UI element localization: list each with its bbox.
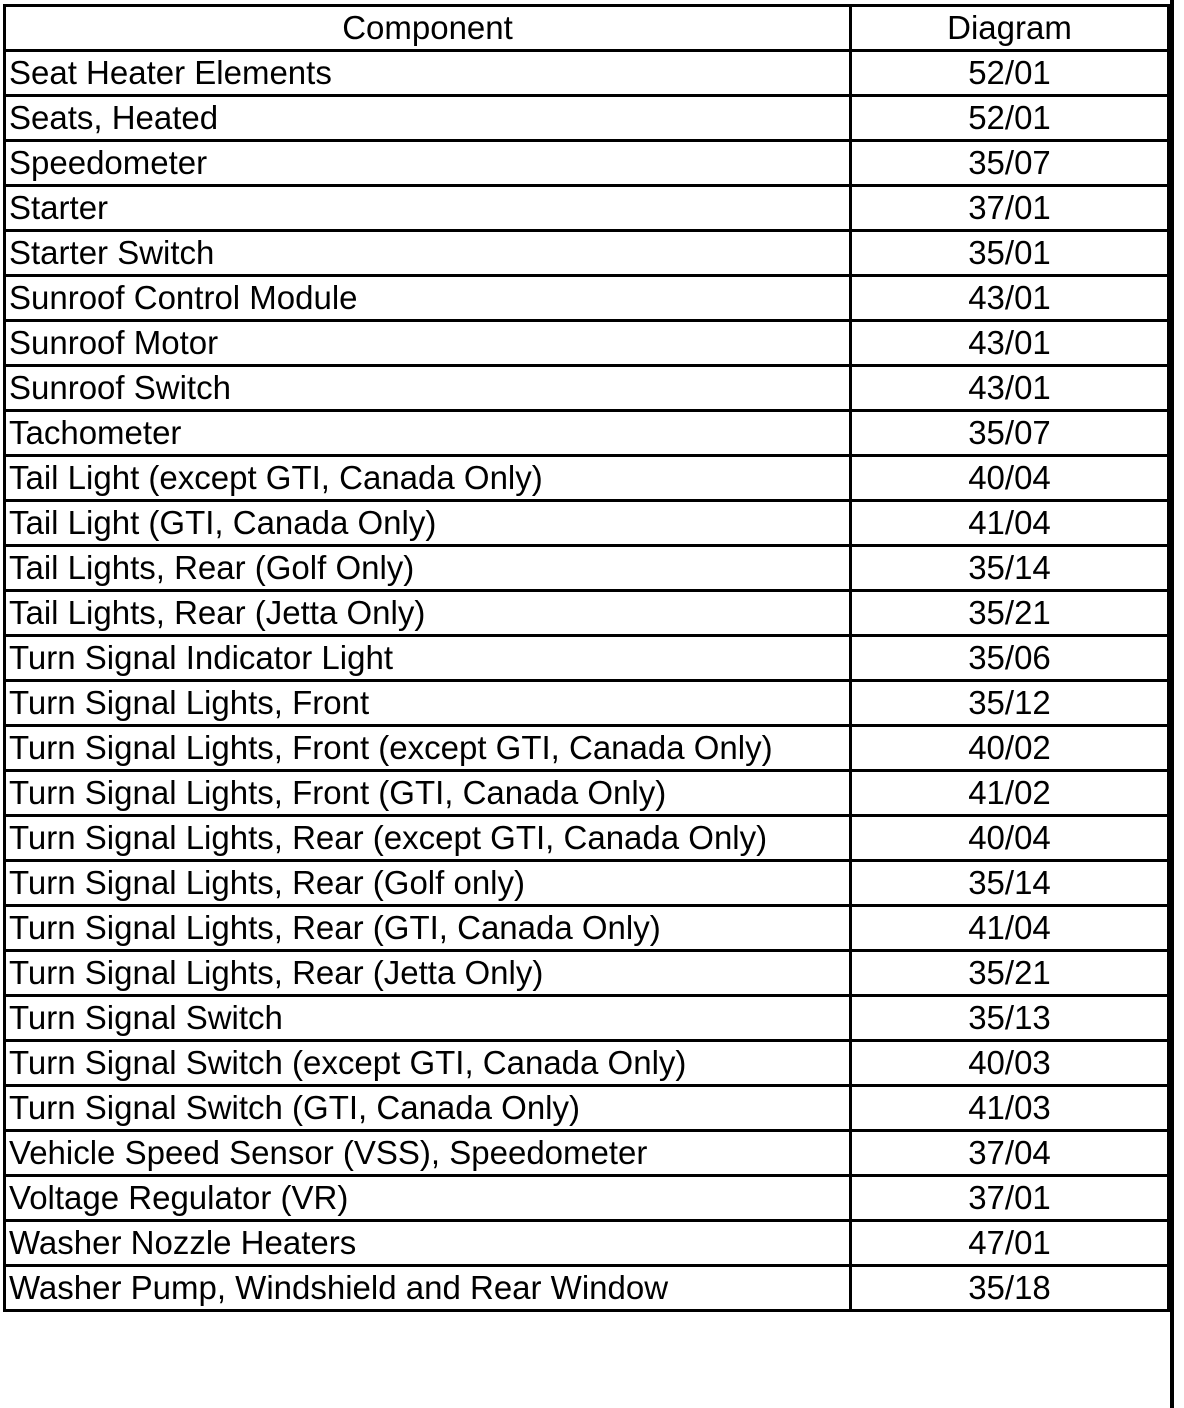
diagram-cell: 41/02 [851,771,1169,816]
diagram-cell: 35/18 [851,1266,1169,1311]
diagram-cell: 41/03 [851,1086,1169,1131]
diagram-cell: 35/01 [851,231,1169,276]
right-edge-border [1170,0,1174,1408]
component-cell: Washer Pump, Windshield and Rear Window [5,1266,851,1311]
table-row [5,681,1169,726]
diagram-cell: 40/03 [851,1041,1169,1086]
table-row [5,51,1169,96]
diagram-cell: 52/01 [851,51,1169,96]
diagram-cell: 35/14 [851,546,1169,591]
component-cell: Turn Signal Switch (except GTI, Canada Only) [5,1041,851,1086]
component-cell: Turn Signal Lights, Rear (except GTI, Canada Only) [5,816,851,861]
table-row [5,906,1169,951]
diagram-cell: 43/01 [851,366,1169,411]
component-cell: Tail Lights, Rear (Golf Only) [5,546,851,591]
component-cell: Sunroof Motor [5,321,851,366]
table-row [5,141,1169,186]
component-cell: Tail Lights, Rear (Jetta Only) [5,591,851,636]
component-cell: Seats, Heated [5,96,851,141]
table-row [5,1041,1169,1086]
table-row [5,321,1169,366]
component-diagram-table-wrapper [3,4,1167,1312]
component-cell: Voltage Regulator (VR) [5,1176,851,1221]
diagram-cell: 43/01 [851,321,1169,366]
component-cell: Tail Light (GTI, Canada Only) [5,501,851,546]
diagram-cell: 43/01 [851,276,1169,321]
component-cell: Starter [5,186,851,231]
diagram-cell: 35/12 [851,681,1169,726]
column-header-diagram: Diagram [851,6,1169,51]
component-cell: Tail Light (except GTI, Canada Only) [5,456,851,501]
table-row [5,1086,1169,1131]
table-row [5,501,1169,546]
table-row [5,1221,1169,1266]
diagram-cell: 35/07 [851,411,1169,456]
diagram-cell: 47/01 [851,1221,1169,1266]
component-cell: Turn Signal Lights, Front (except GTI, Canada Only) [5,726,851,771]
table-row [5,366,1169,411]
component-cell: Turn Signal Lights, Rear (GTI, Canada Only) [5,906,851,951]
table-body [5,51,1169,1311]
table-row [5,546,1169,591]
component-cell: Turn Signal Lights, Rear (Jetta Only) [5,951,851,996]
table-row [5,231,1169,276]
component-cell: Tachometer [5,411,851,456]
table-row [5,96,1169,141]
table-row [5,1176,1169,1221]
diagram-cell: 40/04 [851,456,1169,501]
component-cell: Vehicle Speed Sensor (VSS), Speedometer [5,1131,851,1176]
diagram-cell: 35/21 [851,951,1169,996]
component-cell: Sunroof Switch [5,366,851,411]
component-cell: Sunroof Control Module [5,276,851,321]
component-diagram-table [3,4,1170,1312]
component-cell: Turn Signal Switch (GTI, Canada Only) [5,1086,851,1131]
diagram-cell: 41/04 [851,501,1169,546]
table-row [5,771,1169,816]
diagram-cell: 35/13 [851,996,1169,1041]
table-row [5,591,1169,636]
component-cell: Starter Switch [5,231,851,276]
diagram-cell: 37/04 [851,1131,1169,1176]
diagram-cell: 40/04 [851,816,1169,861]
table-row [5,1131,1169,1176]
diagram-cell: 35/21 [851,591,1169,636]
diagram-cell: 40/02 [851,726,1169,771]
component-cell: Turn Signal Lights, Rear (Golf only) [5,861,851,906]
diagram-cell: 35/07 [851,141,1169,186]
table-row [5,456,1169,501]
component-cell: Turn Signal Lights, Front [5,681,851,726]
table-row [5,411,1169,456]
table-row [5,816,1169,861]
component-cell: Turn Signal Lights, Front (GTI, Canada Only) [5,771,851,816]
diagram-cell: 35/14 [851,861,1169,906]
component-cell: Turn Signal Switch [5,996,851,1041]
column-header-component: Component [5,6,851,51]
table-row [5,636,1169,681]
table-row [5,951,1169,996]
table-header-row [5,6,1169,51]
component-cell: Washer Nozzle Heaters [5,1221,851,1266]
diagram-cell: 52/01 [851,96,1169,141]
table-row [5,276,1169,321]
component-cell: Seat Heater Elements [5,51,851,96]
diagram-cell: 41/04 [851,906,1169,951]
table-row [5,996,1169,1041]
table-row [5,726,1169,771]
table-row [5,186,1169,231]
diagram-cell: 37/01 [851,1176,1169,1221]
table-row [5,861,1169,906]
diagram-cell: 35/06 [851,636,1169,681]
component-cell: Turn Signal Indicator Light [5,636,851,681]
diagram-cell: 37/01 [851,186,1169,231]
component-cell: Speedometer [5,141,851,186]
table-row [5,1266,1169,1311]
